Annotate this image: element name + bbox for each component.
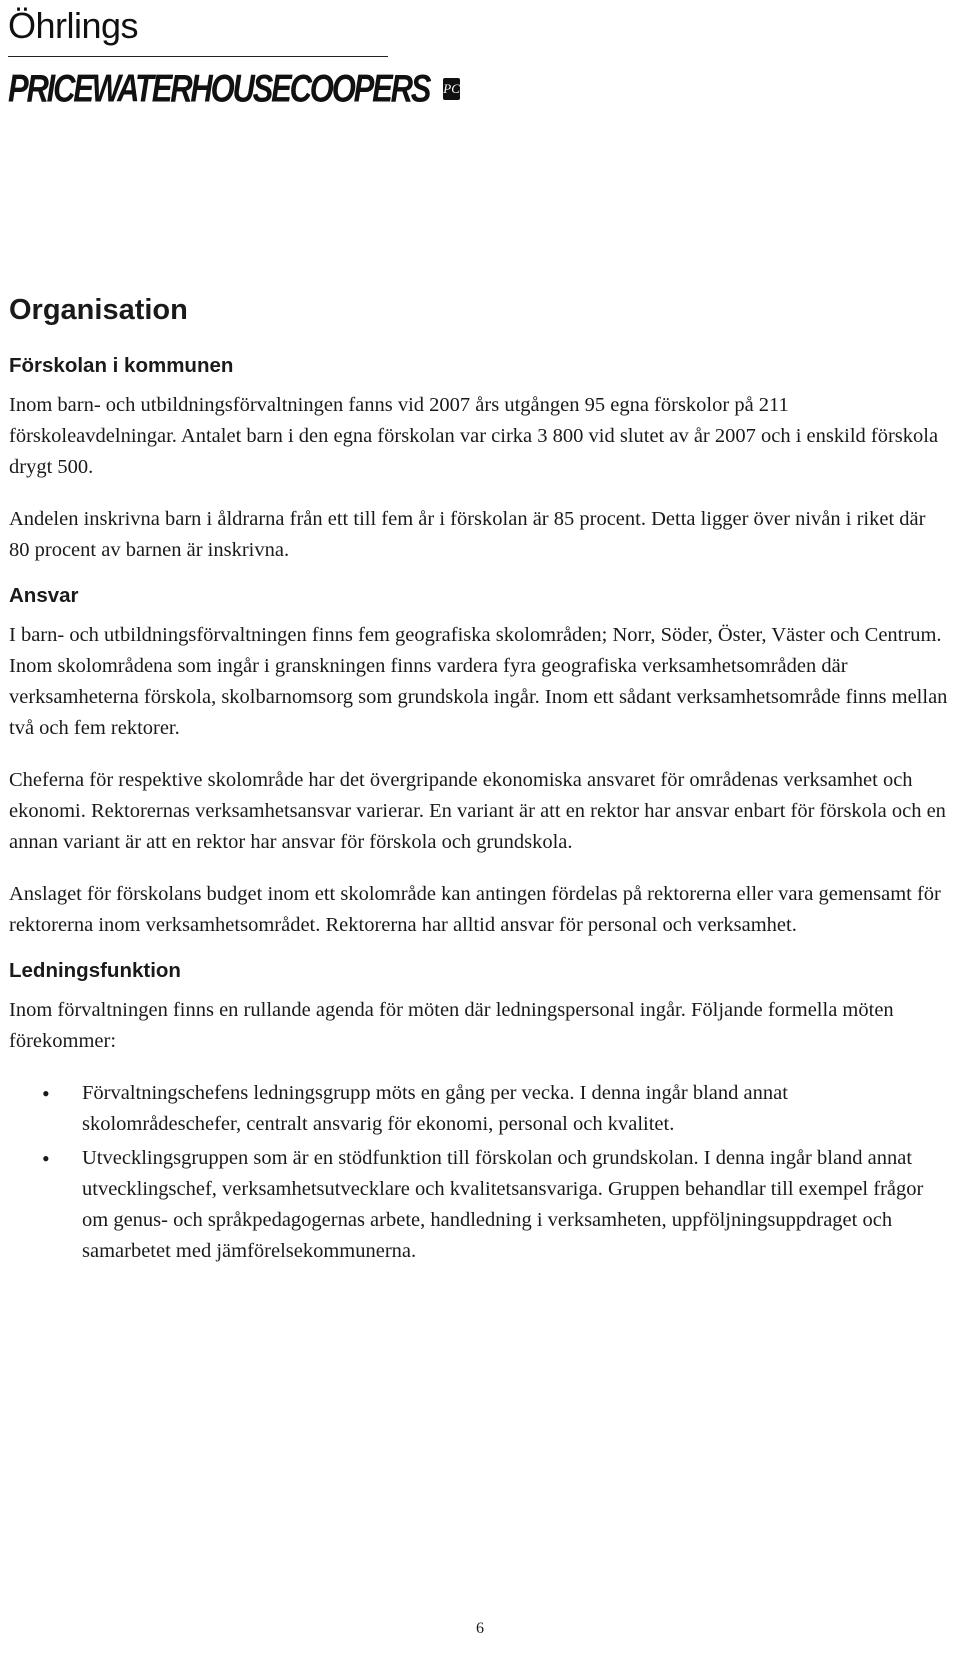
bullet-icon: •: [42, 1146, 50, 1171]
section-heading-ledningsfunktion: Ledningsfunktion: [9, 959, 181, 982]
paragraph: Andelen inskrivna barn i åldrarna från ett till fem år i förskolan är 85 procent. Detta ligger över nivån i riket där 80 procent av barnen är inskrivna.: [9, 508, 926, 561]
paragraph: Inom förvaltningen finns en rullande agenda för möten där ledningspersonal ingår. Följande formella möten förekommer:: [9, 999, 894, 1052]
paragraph: Cheferna för respektive skolområde har det övergripande ekonomiska ansvaret för områdenas verksamhet och ekonomi. Rektorernas verksamhetsansvar varierar. En variant är att en rektor har ansvar enbart för förskola och en annan variant är att en rektor har ansvar för förskola och grundskola.: [9, 769, 946, 853]
document-body: [9, 292, 949, 1270]
page-title: Organisation: [9, 294, 188, 326]
list-item: [9, 1143, 949, 1267]
logo-divider: [8, 56, 388, 57]
bullet-list: [9, 1078, 949, 1267]
logo-pwc-row: [8, 66, 460, 111]
paragraph: I barn- och utbildningsförvaltningen finns fem geografiska skolområden; Norr, Söder, Öster, Väster och Centrum. Inom skolområdena som ingår i granskningen finns vardera fyra geografiska verksamhetsområden där verksamheterna förskola, skolbarnomsorg som grundskola ingår. Inom ett sådant verksamhetsområde finns mellan två och fem rektorer.: [9, 624, 948, 739]
logo-pwc-text: PRICEWATERHOUSECOOPERS: [8, 66, 430, 111]
bullet-icon: •: [42, 1081, 50, 1106]
section-heading-forskolan: Förskolan i kommunen: [9, 354, 234, 377]
list-item: [9, 1078, 949, 1140]
logo-seal-icon: PC: [443, 78, 460, 100]
logo-ohrlings-text: Öhrlings: [8, 5, 139, 46]
list-item-text: Utvecklingsgruppen som är en stödfunktion till förskolan och grundskolan. I denna ingår bland annat utvecklingschef, verksamhetsutvecklare och kvalitetsansvariga. Gruppen behandlar till exempel frågor om genus- och språkpedagogernas arbete, handledning i verksamheten, uppföljningsuppdraget och samarbetet med jämförelsekommunerna.: [82, 1147, 924, 1262]
page-number: 6: [476, 1620, 484, 1637]
company-logo: [8, 4, 460, 111]
section-heading-ansvar: Ansvar: [9, 584, 79, 607]
list-item-text: Förvaltningschefens ledningsgrupp möts en gång per vecka. I denna ingår bland annat skolområdeschefer, centralt ansvarig för ekonomi, personal och kvalitet.: [82, 1082, 788, 1135]
paragraph: Anslaget för förskolans budget inom ett skolområde kan antingen fördelas på rektorerna eller vara gemensamt för rektorerna inom verksamhetsområdet. Rektorerna har alltid ansvar för personal och verksamhet.: [9, 883, 941, 936]
paragraph: Inom barn- och utbildningsförvaltningen fanns vid 2007 års utgången 95 egna förskolor på 211 förskoleavdelningar. Antalet barn i den egna förskolan var cirka 3 800 vid slutet av år 2007 och i enskild förskola drygt 500.: [9, 394, 939, 478]
